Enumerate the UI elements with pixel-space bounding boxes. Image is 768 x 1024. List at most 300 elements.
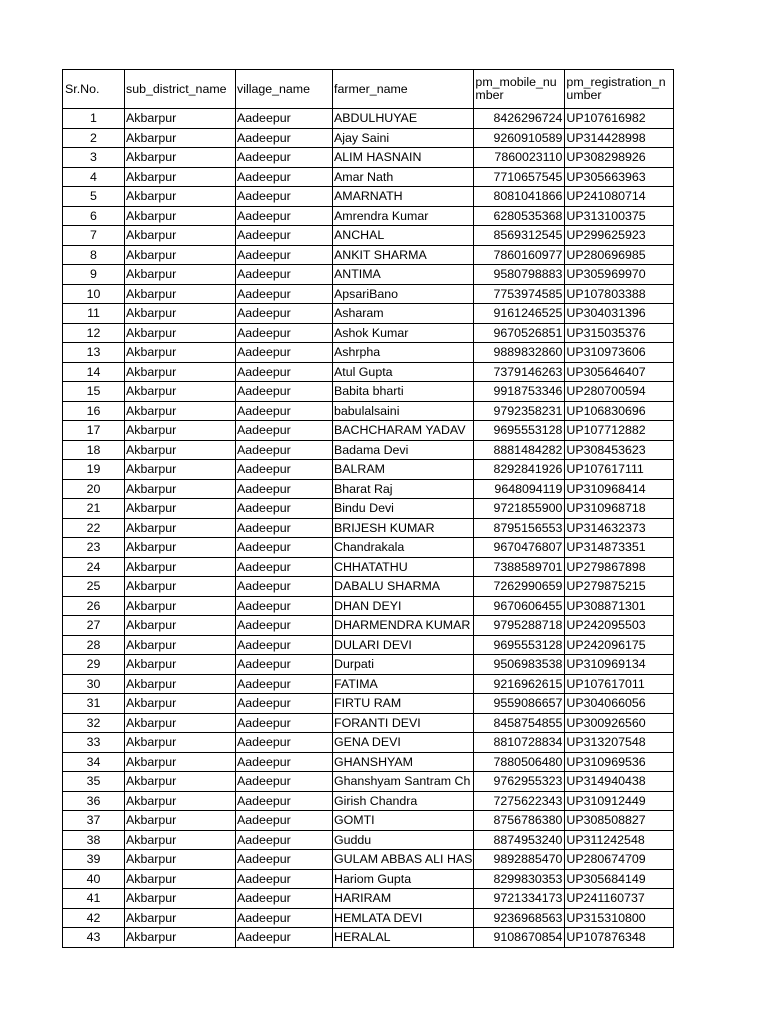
farmer-name-cell: ANCHAL	[333, 226, 474, 246]
sub-district-cell: Akbarpur	[125, 206, 236, 226]
village-cell: Aadeepur	[236, 304, 333, 324]
sr-no-cell: 16	[63, 401, 125, 421]
village-cell: Aadeepur	[236, 187, 333, 207]
village-cell: Aadeepur	[236, 206, 333, 226]
sub-district-cell: Akbarpur	[125, 148, 236, 168]
sub-district-cell: Akbarpur	[125, 616, 236, 636]
village-cell: Aadeepur	[236, 928, 333, 948]
village-cell: Aadeepur	[236, 752, 333, 772]
table-row	[63, 440, 674, 460]
table-row	[63, 284, 674, 304]
village-cell: Aadeepur	[236, 791, 333, 811]
farmer-name-cell: FORANTI DEVI	[333, 713, 474, 733]
mobile-number-cell: 7379146263	[474, 362, 565, 382]
village-cell: Aadeepur	[236, 382, 333, 402]
sr-no-cell: 4	[63, 167, 125, 187]
farmer-name-cell: FATIMA	[333, 674, 474, 694]
farmer-table	[62, 69, 674, 948]
mobile-number-cell: 7275622343	[474, 791, 565, 811]
village-cell: Aadeepur	[236, 889, 333, 909]
registration-number-cell: UP313100375	[565, 206, 674, 226]
village-cell: Aadeepur	[236, 811, 333, 831]
mobile-number-cell: 9670606455	[474, 596, 565, 616]
farmer-name-cell: HEMLATA DEVI	[333, 908, 474, 928]
registration-number-cell: UP107617011	[565, 674, 674, 694]
mobile-number-cell: 9260910589	[474, 128, 565, 148]
table-row	[63, 499, 674, 519]
registration-number-cell: UP310969134	[565, 655, 674, 675]
mobile-number-cell: 8426296724	[474, 109, 565, 129]
mobile-number-cell: 9695553128	[474, 421, 565, 441]
header-sr-no: Sr.No.	[63, 70, 125, 109]
farmer-name-cell: ANKIT SHARMA	[333, 245, 474, 265]
sr-no-cell: 35	[63, 772, 125, 792]
sr-no-cell: 41	[63, 889, 125, 909]
mobile-number-cell: 8299830353	[474, 869, 565, 889]
registration-number-cell: UP280700594	[565, 382, 674, 402]
sub-district-cell: Akbarpur	[125, 284, 236, 304]
registration-number-cell: UP310912449	[565, 791, 674, 811]
village-cell: Aadeepur	[236, 869, 333, 889]
farmer-name-cell: ABDULHUYAE	[333, 109, 474, 129]
sr-no-cell: 21	[63, 499, 125, 519]
sub-district-cell: Akbarpur	[125, 713, 236, 733]
table-row	[63, 908, 674, 928]
mobile-number-cell: 7753974585	[474, 284, 565, 304]
sub-district-cell: Akbarpur	[125, 752, 236, 772]
farmer-name-cell: GULAM ABBAS ALI HAS	[333, 850, 474, 870]
sub-district-cell: Akbarpur	[125, 928, 236, 948]
sub-district-cell: Akbarpur	[125, 421, 236, 441]
sr-no-cell: 14	[63, 362, 125, 382]
mobile-number-cell: 8810728834	[474, 733, 565, 753]
sub-district-cell: Akbarpur	[125, 479, 236, 499]
farmer-name-cell: ApsariBano	[333, 284, 474, 304]
farmer-name-cell: Durpati	[333, 655, 474, 675]
farmer-name-cell: CHHATATHU	[333, 557, 474, 577]
village-cell: Aadeepur	[236, 616, 333, 636]
sr-no-cell: 18	[63, 440, 125, 460]
header-village-name: village_name	[236, 70, 333, 109]
sub-district-cell: Akbarpur	[125, 733, 236, 753]
farmer-name-cell: GHANSHYAM	[333, 752, 474, 772]
registration-number-cell: UP310968414	[565, 479, 674, 499]
farmer-name-cell: Amar Nath	[333, 167, 474, 187]
sr-no-cell: 23	[63, 538, 125, 558]
farmer-name-cell: BALRAM	[333, 460, 474, 480]
registration-number-cell: UP304031396	[565, 304, 674, 324]
farmer-name-cell: Ajay Saini	[333, 128, 474, 148]
sr-no-cell: 11	[63, 304, 125, 324]
mobile-number-cell: 8292841926	[474, 460, 565, 480]
sr-no-cell: 7	[63, 226, 125, 246]
registration-number-cell: UP311242548	[565, 830, 674, 850]
farmer-name-cell: Amrendra Kumar	[333, 206, 474, 226]
table-row	[63, 167, 674, 187]
village-cell: Aadeepur	[236, 323, 333, 343]
sub-district-cell: Akbarpur	[125, 557, 236, 577]
farmer-name-cell: DHAN DEYI	[333, 596, 474, 616]
registration-number-cell: UP279875215	[565, 577, 674, 597]
table-row	[63, 577, 674, 597]
mobile-number-cell: 9918753346	[474, 382, 565, 402]
farmer-name-cell: Chandrakala	[333, 538, 474, 558]
registration-number-cell: UP314428998	[565, 128, 674, 148]
table-row	[63, 557, 674, 577]
mobile-number-cell: 9721334173	[474, 889, 565, 909]
farmer-name-cell: BACHCHARAM YADAV	[333, 421, 474, 441]
village-cell: Aadeepur	[236, 440, 333, 460]
table-row	[63, 850, 674, 870]
header-row	[63, 70, 674, 109]
farmer-name-cell: Guddu	[333, 830, 474, 850]
sr-no-cell: 22	[63, 518, 125, 538]
sr-no-cell: 12	[63, 323, 125, 343]
mobile-number-cell: 8081041866	[474, 187, 565, 207]
sub-district-cell: Akbarpur	[125, 889, 236, 909]
sub-district-cell: Akbarpur	[125, 362, 236, 382]
table-row	[63, 323, 674, 343]
sub-district-cell: Akbarpur	[125, 440, 236, 460]
table-row	[63, 245, 674, 265]
mobile-number-cell: 7880506480	[474, 752, 565, 772]
table-row	[63, 733, 674, 753]
table-row	[63, 655, 674, 675]
sub-district-cell: Akbarpur	[125, 655, 236, 675]
farmer-name-cell: Ghanshyam Santram Ch	[333, 772, 474, 792]
mobile-number-cell: 8795156553	[474, 518, 565, 538]
village-cell: Aadeepur	[236, 733, 333, 753]
sub-district-cell: Akbarpur	[125, 850, 236, 870]
sr-no-cell: 17	[63, 421, 125, 441]
sub-district-cell: Akbarpur	[125, 830, 236, 850]
mobile-number-cell: 7388589701	[474, 557, 565, 577]
table-row	[63, 772, 674, 792]
table-body	[63, 109, 674, 948]
village-cell: Aadeepur	[236, 518, 333, 538]
sr-no-cell: 6	[63, 206, 125, 226]
table-row	[63, 206, 674, 226]
village-cell: Aadeepur	[236, 694, 333, 714]
table-row	[63, 635, 674, 655]
sr-no-cell: 20	[63, 479, 125, 499]
mobile-number-cell: 9670476807	[474, 538, 565, 558]
table-row	[63, 187, 674, 207]
farmer-name-cell: Babita bharti	[333, 382, 474, 402]
registration-number-cell: UP308298926	[565, 148, 674, 168]
village-cell: Aadeepur	[236, 284, 333, 304]
mobile-number-cell: 9216962615	[474, 674, 565, 694]
table-row	[63, 304, 674, 324]
sr-no-cell: 36	[63, 791, 125, 811]
village-cell: Aadeepur	[236, 479, 333, 499]
mobile-number-cell: 9559086657	[474, 694, 565, 714]
mobile-number-cell: 8874953240	[474, 830, 565, 850]
village-cell: Aadeepur	[236, 655, 333, 675]
village-cell: Aadeepur	[236, 343, 333, 363]
registration-number-cell: UP310968718	[565, 499, 674, 519]
table-row	[63, 265, 674, 285]
farmer-name-cell: AMARNATH	[333, 187, 474, 207]
village-cell: Aadeepur	[236, 674, 333, 694]
sr-no-cell: 8	[63, 245, 125, 265]
mobile-number-cell: 7860023110	[474, 148, 565, 168]
header-pm-mobile-number: pm_mobile_nu mber	[474, 70, 565, 109]
registration-number-cell: UP299625923	[565, 226, 674, 246]
mobile-number-cell: 9108670854	[474, 928, 565, 948]
table-row	[63, 928, 674, 948]
sub-district-cell: Akbarpur	[125, 245, 236, 265]
sub-district-cell: Akbarpur	[125, 128, 236, 148]
sub-district-cell: Akbarpur	[125, 791, 236, 811]
registration-number-cell: UP107617111	[565, 460, 674, 480]
village-cell: Aadeepur	[236, 713, 333, 733]
registration-number-cell: UP305663963	[565, 167, 674, 187]
table-row	[63, 460, 674, 480]
sr-no-cell: 37	[63, 811, 125, 831]
registration-number-cell: UP242095503	[565, 616, 674, 636]
mobile-number-cell: 9648094119	[474, 479, 565, 499]
table-row	[63, 421, 674, 441]
mobile-number-cell: 9695553128	[474, 635, 565, 655]
village-cell: Aadeepur	[236, 148, 333, 168]
sub-district-cell: Akbarpur	[125, 109, 236, 129]
village-cell: Aadeepur	[236, 245, 333, 265]
registration-number-cell: UP279867898	[565, 557, 674, 577]
registration-number-cell: UP314940438	[565, 772, 674, 792]
registration-number-cell: UP304066056	[565, 694, 674, 714]
mobile-number-cell: 9721855900	[474, 499, 565, 519]
header-farmer-name: farmer_name	[333, 70, 474, 109]
farmer-name-cell: GENA DEVI	[333, 733, 474, 753]
farmer-name-cell: DULARI DEVI	[333, 635, 474, 655]
village-cell: Aadeepur	[236, 401, 333, 421]
farmer-name-cell: DABALU SHARMA	[333, 577, 474, 597]
sr-no-cell: 5	[63, 187, 125, 207]
village-cell: Aadeepur	[236, 577, 333, 597]
sub-district-cell: Akbarpur	[125, 811, 236, 831]
sr-no-cell: 25	[63, 577, 125, 597]
sub-district-cell: Akbarpur	[125, 577, 236, 597]
farmer-name-cell: ANTIMA	[333, 265, 474, 285]
registration-number-cell: UP300926560	[565, 713, 674, 733]
farmer-name-cell: Hariom Gupta	[333, 869, 474, 889]
village-cell: Aadeepur	[236, 850, 333, 870]
farmer-name-cell: HERALAL	[333, 928, 474, 948]
farmer-name-cell: BRIJESH KUMAR	[333, 518, 474, 538]
table-row	[63, 713, 674, 733]
sub-district-cell: Akbarpur	[125, 499, 236, 519]
mobile-number-cell: 9892885470	[474, 850, 565, 870]
mobile-number-cell: 8569312545	[474, 226, 565, 246]
sub-district-cell: Akbarpur	[125, 343, 236, 363]
village-cell: Aadeepur	[236, 557, 333, 577]
sub-district-cell: Akbarpur	[125, 382, 236, 402]
mobile-number-cell: 9889832860	[474, 343, 565, 363]
sr-no-cell: 39	[63, 850, 125, 870]
registration-number-cell: UP308871301	[565, 596, 674, 616]
farmer-name-cell: GOMTI	[333, 811, 474, 831]
registration-number-cell: UP107876348	[565, 928, 674, 948]
sr-no-cell: 24	[63, 557, 125, 577]
registration-number-cell: UP241160737	[565, 889, 674, 909]
village-cell: Aadeepur	[236, 421, 333, 441]
sr-no-cell: 26	[63, 596, 125, 616]
registration-number-cell: UP314873351	[565, 538, 674, 558]
mobile-number-cell: 7710657545	[474, 167, 565, 187]
registration-number-cell: UP280674709	[565, 850, 674, 870]
table-row	[63, 830, 674, 850]
village-cell: Aadeepur	[236, 265, 333, 285]
farmer-name-cell: FIRTU RAM	[333, 694, 474, 714]
sr-no-cell: 40	[63, 869, 125, 889]
sr-no-cell: 9	[63, 265, 125, 285]
farmer-table-container	[62, 69, 674, 948]
mobile-number-cell: 7860160977	[474, 245, 565, 265]
farmer-name-cell: babulalsaini	[333, 401, 474, 421]
farmer-name-cell: Asharam	[333, 304, 474, 324]
sr-no-cell: 3	[63, 148, 125, 168]
village-cell: Aadeepur	[236, 499, 333, 519]
sr-no-cell: 31	[63, 694, 125, 714]
sub-district-cell: Akbarpur	[125, 869, 236, 889]
sub-district-cell: Akbarpur	[125, 460, 236, 480]
mobile-number-cell: 9580798883	[474, 265, 565, 285]
mobile-number-cell: 6280535368	[474, 206, 565, 226]
registration-number-cell: UP106830696	[565, 401, 674, 421]
sub-district-cell: Akbarpur	[125, 538, 236, 558]
mobile-number-cell: 9762955323	[474, 772, 565, 792]
village-cell: Aadeepur	[236, 226, 333, 246]
mobile-number-cell: 8458754855	[474, 713, 565, 733]
farmer-name-cell: Ashok Kumar	[333, 323, 474, 343]
sub-district-cell: Akbarpur	[125, 226, 236, 246]
village-cell: Aadeepur	[236, 362, 333, 382]
sub-district-cell: Akbarpur	[125, 401, 236, 421]
registration-number-cell: UP107616982	[565, 109, 674, 129]
registration-number-cell: UP242096175	[565, 635, 674, 655]
farmer-name-cell: Atul Gupta	[333, 362, 474, 382]
sr-no-cell: 30	[63, 674, 125, 694]
sr-no-cell: 28	[63, 635, 125, 655]
sr-no-cell: 33	[63, 733, 125, 753]
farmer-name-cell: ALIM HASNAIN	[333, 148, 474, 168]
sub-district-cell: Akbarpur	[125, 518, 236, 538]
table-row	[63, 791, 674, 811]
table-row	[63, 362, 674, 382]
farmer-name-cell: Badama Devi	[333, 440, 474, 460]
sub-district-cell: Akbarpur	[125, 187, 236, 207]
table-row	[63, 674, 674, 694]
mobile-number-cell: 9161246525	[474, 304, 565, 324]
registration-number-cell: UP107712882	[565, 421, 674, 441]
farmer-name-cell: Bindu Devi	[333, 499, 474, 519]
header-pm-registration-number: pm_registration_n umber	[565, 70, 674, 109]
sr-no-cell: 19	[63, 460, 125, 480]
farmer-name-cell: Girish Chandra	[333, 791, 474, 811]
registration-number-cell: UP310969536	[565, 752, 674, 772]
registration-number-cell: UP313207548	[565, 733, 674, 753]
registration-number-cell: UP241080714	[565, 187, 674, 207]
sr-no-cell: 42	[63, 908, 125, 928]
table-row	[63, 694, 674, 714]
sr-no-cell: 13	[63, 343, 125, 363]
sr-no-cell: 38	[63, 830, 125, 850]
sr-no-cell: 27	[63, 616, 125, 636]
sub-district-cell: Akbarpur	[125, 674, 236, 694]
village-cell: Aadeepur	[236, 772, 333, 792]
table-row	[63, 401, 674, 421]
table-row	[63, 752, 674, 772]
registration-number-cell: UP305646407	[565, 362, 674, 382]
farmer-name-cell: Bharat Raj	[333, 479, 474, 499]
sr-no-cell: 32	[63, 713, 125, 733]
sub-district-cell: Akbarpur	[125, 596, 236, 616]
registration-number-cell: UP308508827	[565, 811, 674, 831]
mobile-number-cell: 9236968563	[474, 908, 565, 928]
sub-district-cell: Akbarpur	[125, 694, 236, 714]
table-row	[63, 889, 674, 909]
sr-no-cell: 2	[63, 128, 125, 148]
mobile-number-cell: 9792358231	[474, 401, 565, 421]
table-row	[63, 518, 674, 538]
table-row	[63, 869, 674, 889]
sub-district-cell: Akbarpur	[125, 304, 236, 324]
table-row	[63, 128, 674, 148]
registration-number-cell: UP308453623	[565, 440, 674, 460]
mobile-number-cell: 8881484282	[474, 440, 565, 460]
village-cell: Aadeepur	[236, 109, 333, 129]
registration-number-cell: UP314632373	[565, 518, 674, 538]
mobile-number-cell: 7262990659	[474, 577, 565, 597]
table-row	[63, 148, 674, 168]
village-cell: Aadeepur	[236, 167, 333, 187]
mobile-number-cell: 9795288718	[474, 616, 565, 636]
farmer-name-cell: DHARMENDRA KUMAR	[333, 616, 474, 636]
registration-number-cell: UP107803388	[565, 284, 674, 304]
sub-district-cell: Akbarpur	[125, 323, 236, 343]
header-sub-district-name: sub_district_name	[125, 70, 236, 109]
sub-district-cell: Akbarpur	[125, 167, 236, 187]
village-cell: Aadeepur	[236, 596, 333, 616]
mobile-number-cell: 8756786380	[474, 811, 565, 831]
village-cell: Aadeepur	[236, 635, 333, 655]
village-cell: Aadeepur	[236, 908, 333, 928]
village-cell: Aadeepur	[236, 460, 333, 480]
village-cell: Aadeepur	[236, 128, 333, 148]
table-row	[63, 109, 674, 129]
sub-district-cell: Akbarpur	[125, 908, 236, 928]
sr-no-cell: 43	[63, 928, 125, 948]
registration-number-cell: UP305969970	[565, 265, 674, 285]
sr-no-cell: 29	[63, 655, 125, 675]
table-row	[63, 811, 674, 831]
village-cell: Aadeepur	[236, 830, 333, 850]
registration-number-cell: UP305684149	[565, 869, 674, 889]
registration-number-cell: UP280696985	[565, 245, 674, 265]
table-row	[63, 382, 674, 402]
table-row	[63, 596, 674, 616]
sr-no-cell: 34	[63, 752, 125, 772]
table-row	[63, 343, 674, 363]
table-row	[63, 479, 674, 499]
sr-no-cell: 10	[63, 284, 125, 304]
village-cell: Aadeepur	[236, 538, 333, 558]
registration-number-cell: UP315035376	[565, 323, 674, 343]
table-row	[63, 538, 674, 558]
mobile-number-cell: 9670526851	[474, 323, 565, 343]
mobile-number-cell: 9506983538	[474, 655, 565, 675]
